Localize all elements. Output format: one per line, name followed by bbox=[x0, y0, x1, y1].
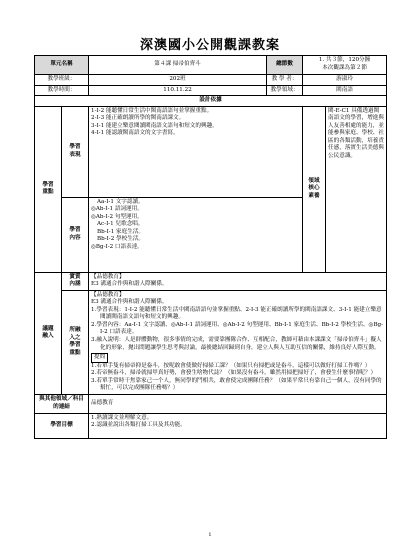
unit-row bbox=[35, 56, 387, 75]
page-number: 1 bbox=[208, 532, 212, 538]
other-field-row bbox=[35, 394, 387, 413]
performance-list bbox=[89, 106, 303, 197]
performance-label: 學習 表現 bbox=[62, 106, 89, 197]
field-label: 教學領域： bbox=[267, 85, 303, 96]
other-field-value: 品德教育 bbox=[89, 394, 387, 413]
integration-item: 1.學習表現：1-I-2 能聽懂日常生活中閩南語語句並掌握重點、2-I-3 能正確朗讀所學的閩南語課文、3-I-1 能建立樂意閱讀閩南語文語句和短文的興趣。 bbox=[91, 306, 382, 321]
teacher-label: 教 學 者： bbox=[267, 75, 303, 86]
performance-item: 4-I-1 能認讀閩南語文的文字書寫。 bbox=[91, 130, 179, 137]
substance-row bbox=[35, 272, 387, 290]
content-label: 學習 內容 bbox=[62, 197, 89, 272]
content-list bbox=[89, 197, 303, 272]
unit-value: 第４課 掃帚伯齊斗 bbox=[89, 56, 267, 75]
content-item: ◎Ab-I-1 語詞運用。 bbox=[91, 206, 143, 213]
time-value: 110.11.22 bbox=[89, 85, 267, 96]
sessions-value: 1. 共３節，120分鐘 本次觀課為第２節 bbox=[303, 56, 387, 75]
class-row bbox=[35, 75, 387, 86]
content-item: ◎Ab-I-2 句型運用。 bbox=[91, 213, 143, 220]
question-item: 3.若單手常時干焦靠家己一个人，無同學的鬥相共，敢會使完成團隊任務？（如果平常只有靠自己一個人，沒有同學的幫忙，可以完成團隊任務嗎？） bbox=[91, 377, 382, 392]
performance-item: 3-I-1 能建立樂意閱讀閩南語文語句和短文的興趣。 bbox=[91, 122, 218, 129]
core-text: 閩-E-C1 具備透過閩南語文的學習，增進與人友善相處的能力，並能參與家庭、學校、社區的各類活動，培養責任感，落實生活美德與公民意識。 bbox=[326, 106, 387, 272]
content-item: Ac-I-1 兒歌念唱。 bbox=[97, 221, 144, 228]
performance-item: 2-I-3 能正確朗讀所學的閩南語課文。 bbox=[91, 115, 185, 122]
time-label: 教學時間： bbox=[35, 85, 89, 96]
unit-label: 單元名稱 bbox=[35, 56, 89, 75]
integration-e3: E3 溝通合作與和諧人際關係。 bbox=[91, 299, 168, 306]
integration-content bbox=[89, 290, 387, 394]
objective-item: 1.熟讀課文並理解文意。 bbox=[91, 414, 153, 421]
question-label: 提問 bbox=[91, 353, 108, 363]
integration-heading: 【品德教育】 bbox=[91, 291, 125, 298]
objective-row bbox=[35, 413, 387, 438]
integration-item: 3.融入說明：人是群體動物，很多事情的完成，需要靠團隊合作、互相配合，教師可藉由本課課文「掃帚伯齊斗」擬人化的形象，拋出問題讓學生思考與討論，最後總結回歸到自身，建立人與人互助互信的關係，維持良好人際互動。 bbox=[91, 337, 382, 351]
question-item: 2.若帝無畚斗，掃帚就掃甲真好勢，會發生啥物代誌？（如果沒有畚斗，雖然用掃把掃好了，會發生什麼事情呢？） bbox=[91, 370, 377, 377]
field-value: 閩南語 bbox=[303, 85, 387, 96]
objective-label: 學習目標 bbox=[35, 413, 89, 438]
integration-item: 2.學習內容：Aa-I-1 文字認讀、◎Ab-I-1 語詞運用、◎Ab-I-2 句型運用、Bb-I-1 家庭生活、Bb-I-2 學校生活、◎Bg-I-2 口語表達。 bbox=[91, 321, 384, 336]
substance-label: 實質 內涵 bbox=[62, 272, 89, 290]
sessions-label: 總節數 bbox=[267, 56, 303, 75]
topic-label: 議題 融入 bbox=[35, 272, 62, 394]
integration-label: 所融 入之 學習 重點 bbox=[62, 290, 89, 394]
teacher-value: 游淑玲 bbox=[303, 75, 387, 86]
design-basis-row bbox=[35, 96, 387, 107]
objective-list bbox=[89, 413, 387, 438]
question-item: 1.若單手隻有掃帚抑是畚斗，按呢敢會使做好掃掃工課？（如果只有掃把或是畚斗，這樣可以做好打掃工作嗎？） bbox=[91, 362, 371, 369]
other-field-label: 與其他領域／科目的連結 bbox=[35, 394, 89, 413]
learning-focus-label: 學習 重點 bbox=[35, 106, 62, 272]
time-row bbox=[35, 85, 387, 96]
performance-item: 1-I-2 能聽懂日常生活中閩南語語句並掌握重點。 bbox=[91, 107, 213, 114]
objective-item: 2.認識並說出各類打掃工具及其功能。 bbox=[91, 422, 186, 429]
core-label: 領域 核心 素養 bbox=[303, 106, 326, 272]
page-title: 深澳國小公開觀課教案 bbox=[139, 38, 280, 53]
performance-row bbox=[35, 106, 387, 197]
integration-row bbox=[35, 290, 387, 394]
content-item: ◎Bg-I-2 口語表達。 bbox=[91, 243, 143, 250]
substance-text: 【品德教育】 E3 溝通合作與和諧人際關係。 bbox=[89, 272, 387, 290]
design-basis-heading: 設計依據 bbox=[35, 96, 387, 107]
lesson-plan-table bbox=[34, 55, 387, 439]
class-label: 教學班級： bbox=[35, 75, 89, 86]
class-value: 202班 bbox=[89, 75, 267, 86]
content-item: Aa-I-1 文字認讀。 bbox=[97, 198, 144, 205]
content-item: Bb-I-2 學校生活。 bbox=[97, 236, 145, 243]
content-item: Bb-I-1 家庭生活。 bbox=[97, 228, 145, 235]
